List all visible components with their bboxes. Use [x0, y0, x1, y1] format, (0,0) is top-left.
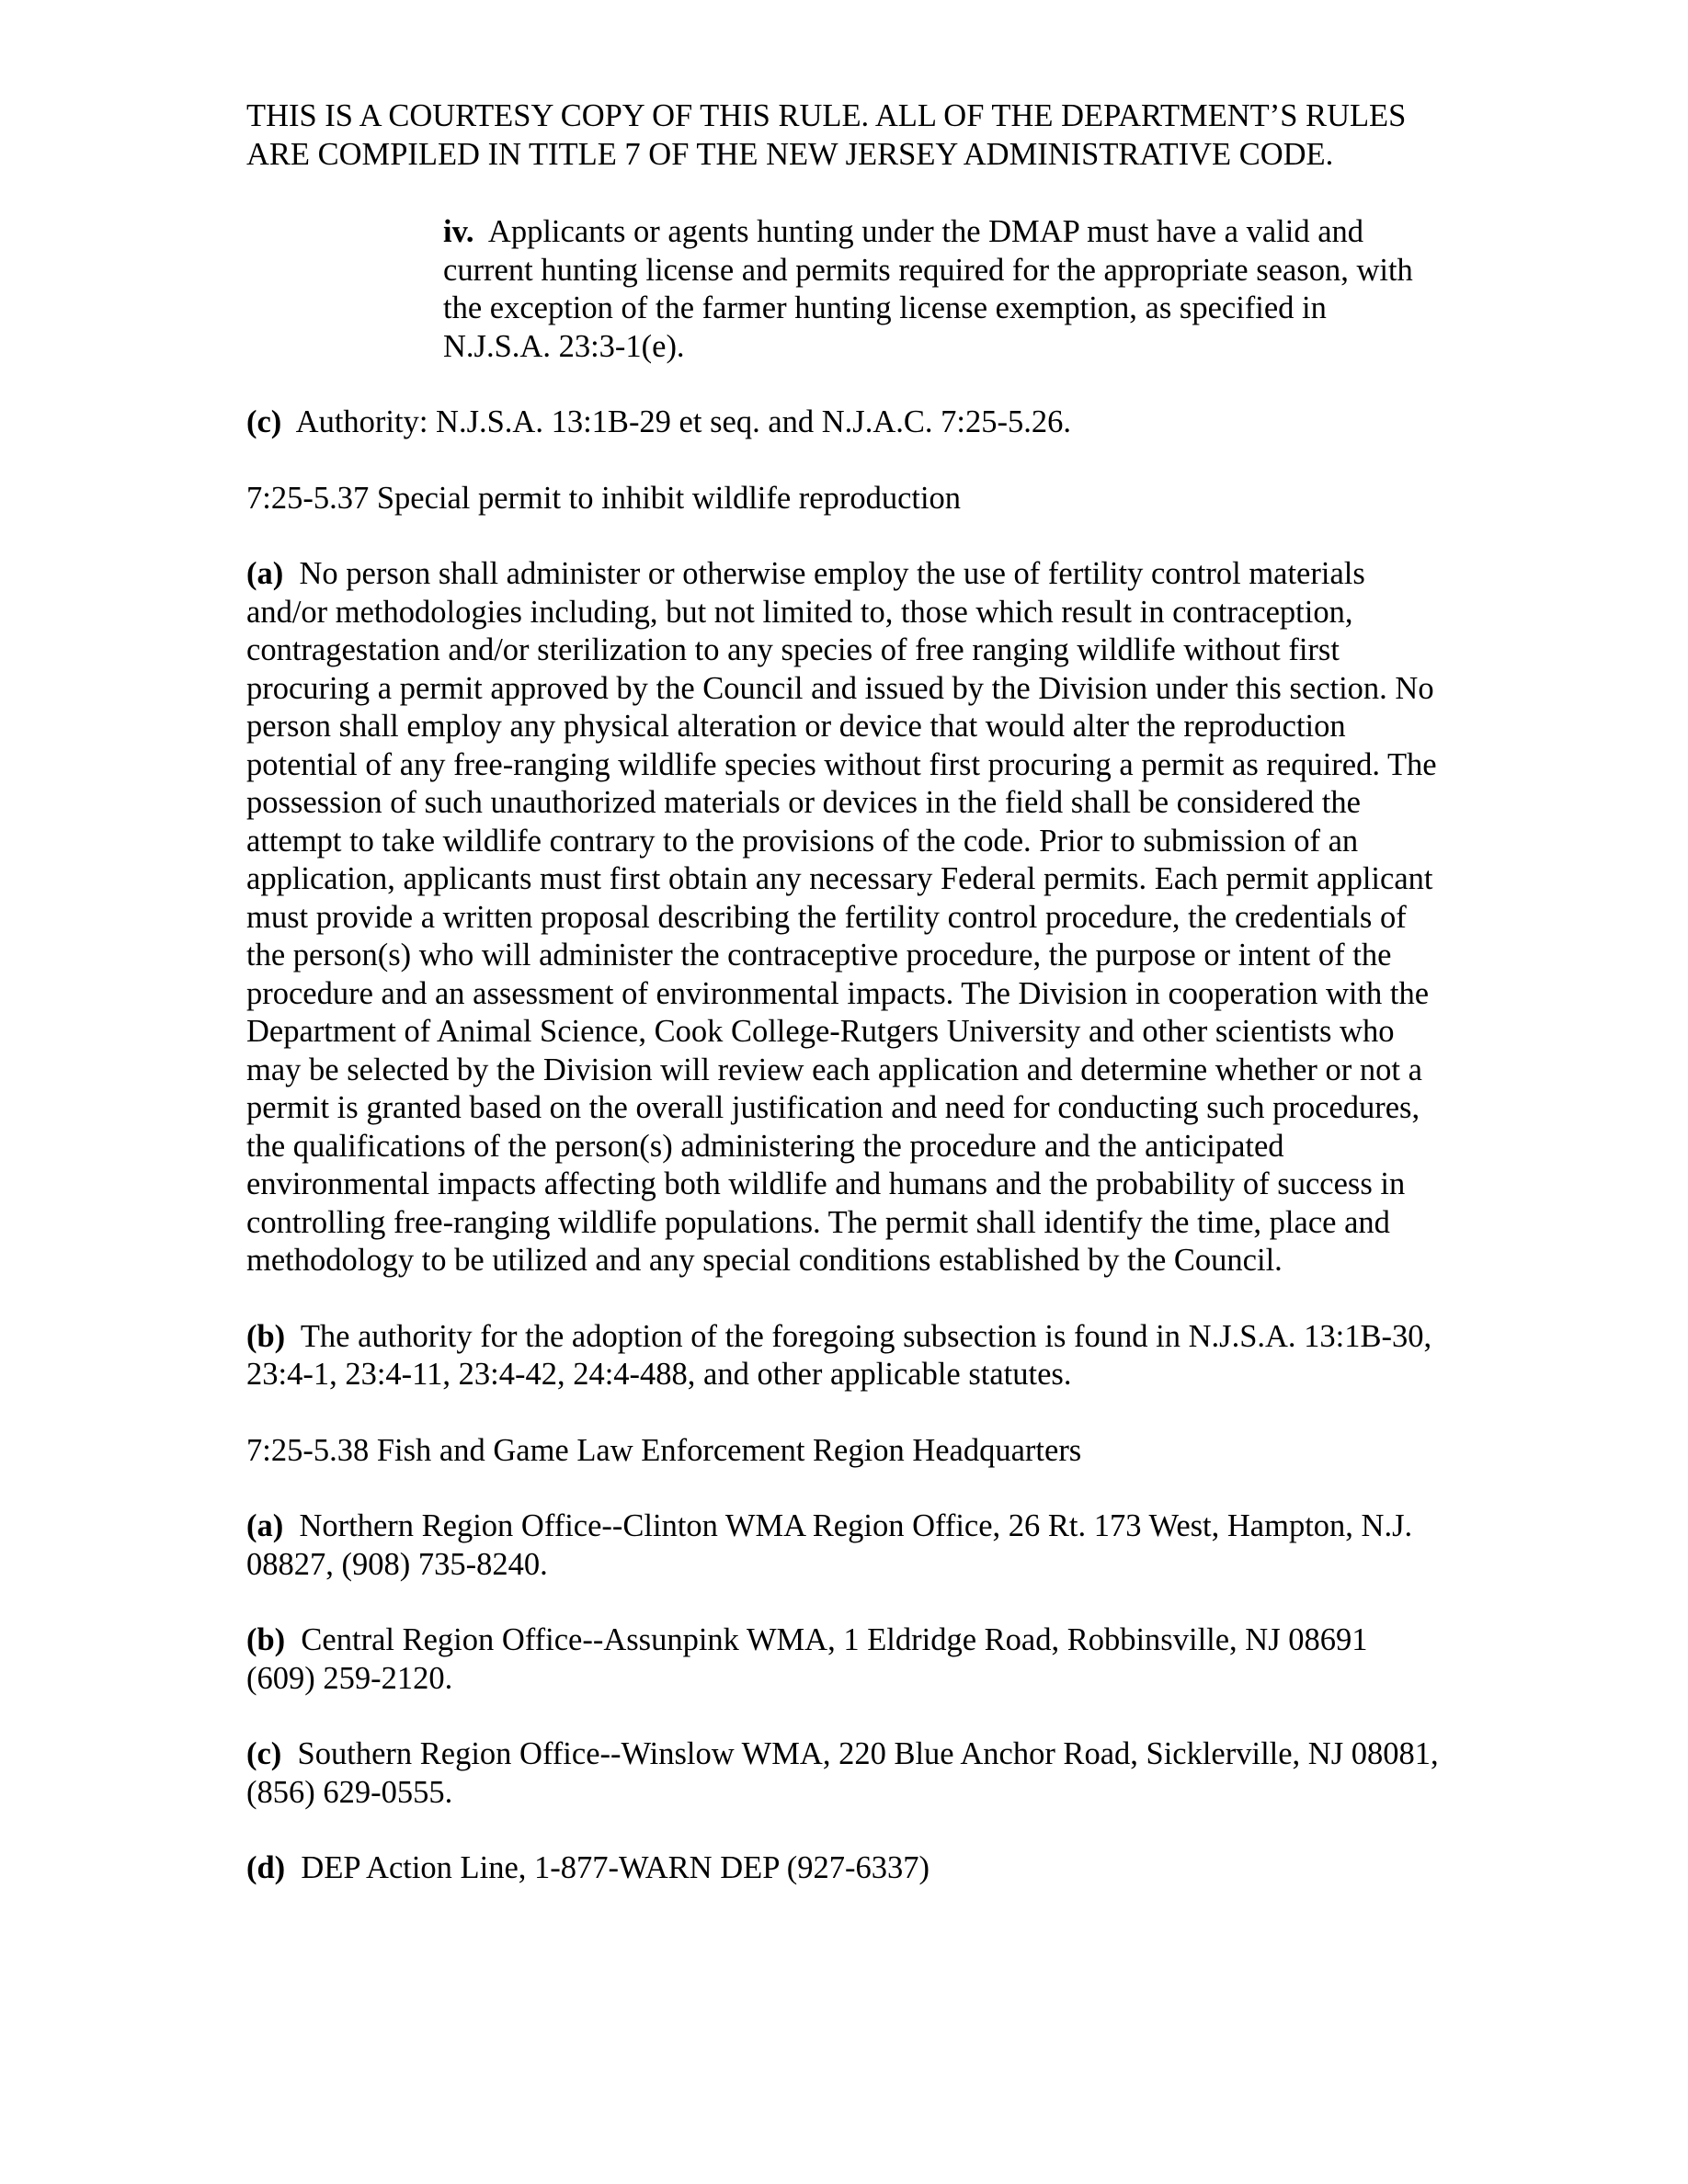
document-page	[246, 97, 1442, 1926]
paragraph-marker-5-38-c: (c)	[246, 1736, 282, 1771]
paragraph-c-authority	[246, 404, 1442, 442]
paragraph-text-c: Authority: N.J.S.A. 13:1B-29 et seq. and N.J.A.C. 7:25-5.26.	[295, 404, 1071, 439]
paragraph-text-5-38-b: Central Region Office--Assunpink WMA, 1 Eldridge Road, Robbinsville, NJ 08691 (609) 259-2120.	[246, 1622, 1368, 1696]
paragraph-iv	[443, 213, 1436, 366]
paragraph-text-5-38-c: Southern Region Office--Winslow WMA, 220 Blue Anchor Road, Sicklerville, NJ 08081, (856) 629-0555.	[246, 1736, 1439, 1810]
paragraph-5-38-d	[246, 1849, 1442, 1888]
paragraph-text-iv: Applicants or agents hunting under the DMAP must have a valid and current hunting license and permits required for the appropriate season, with the exception of the farmer hunting license exemption, as specified in N.J.S.A. 23:3-1(e).	[443, 214, 1413, 364]
paragraph-text-5-37-b: The authority for the adoption of the foregoing subsection is found in N.J.S.A. 13:1B-30, 23:4-1, 23:4-11, 23:4-42, 24:4-488, and other applicable statutes.	[246, 1318, 1432, 1392]
paragraph-marker-c: (c)	[246, 404, 282, 439]
paragraph-5-37-b	[246, 1318, 1442, 1394]
paragraph-marker-5-38-a: (a)	[246, 1508, 284, 1543]
section-heading-5-37: 7:25-5.37 Special permit to inhibit wildlife reproduction	[246, 480, 962, 516]
paragraph-text-5-38-d: DEP Action Line, 1-877-WARN DEP (927-6337)	[301, 1850, 930, 1885]
paragraph-5-38-b	[246, 1621, 1442, 1698]
paragraph-text-5-37-a: No person shall administer or otherwise employ the use of fertility control materials and/or methodologies including, but not limited to, those which result in contraception, contragestation and/or sterilization to any species of free ranging wildlife without first procuring a permit approved by the Council and issued by the Division under this section. No person shall employ any physical alteration or device that would alter the reproduction potential of any free-ranging wildlife species without first procuring a permit as required. The possession of such unauthorized materials or devices in the field shall be considered the attempt to take wildlife contrary to the provisions of the code. Prior to submission of an application, applicants must first obtain any necessary Federal permits. Each permit applicant must provide a written proposal describing the fertility control procedure, the credentials of the person(s) who will administer the contraceptive procedure, the purpose or intent of the procedure and an assessment of environmental impacts. The Division in cooperation with the Department of Animal Science, Cook College-Rutgers University and other scientists who may be selected by the Division will review each application and determine whether or not a permit is granted based on the overall justification and need for conducting such procedures, the qualifications of the person(s) administering the procedure and the anticipated environmental impacts affecting both wildlife and humans and the probability of success in controlling free-ranging wildlife populations. The permit shall identify the time, place and methodology to be utilized and any special conditions established by the Council.	[246, 556, 1437, 1278]
paragraph-5-38-a	[246, 1507, 1442, 1584]
paragraph-marker-5-38-b: (b)	[246, 1622, 286, 1657]
paragraph-marker-iv: iv.	[443, 214, 474, 249]
courtesy-copy-banner: THIS IS A COURTESY COPY OF THIS RULE. ALL OF THE DEPARTMENT’S RULES ARE COMPILED IN TITLE 7 OF THE NEW JERSEY ADMINISTRATIVE CODE.	[246, 98, 1407, 172]
paragraph-marker-5-37-b: (b)	[246, 1318, 286, 1354]
paragraph-marker-5-38-d: (d)	[246, 1850, 286, 1885]
paragraph-5-38-c	[246, 1735, 1442, 1812]
paragraph-5-37-a	[246, 555, 1442, 1280]
section-heading-5-38: 7:25-5.38 Fish and Game Law Enforcement Region Headquarters	[246, 1432, 1082, 1468]
paragraph-text-5-38-a: Northern Region Office--Clinton WMA Region Office, 26 Rt. 173 West, Hampton, N.J. 08827, (908) 735-8240.	[246, 1508, 1413, 1582]
paragraph-marker-5-37-a: (a)	[246, 556, 284, 591]
